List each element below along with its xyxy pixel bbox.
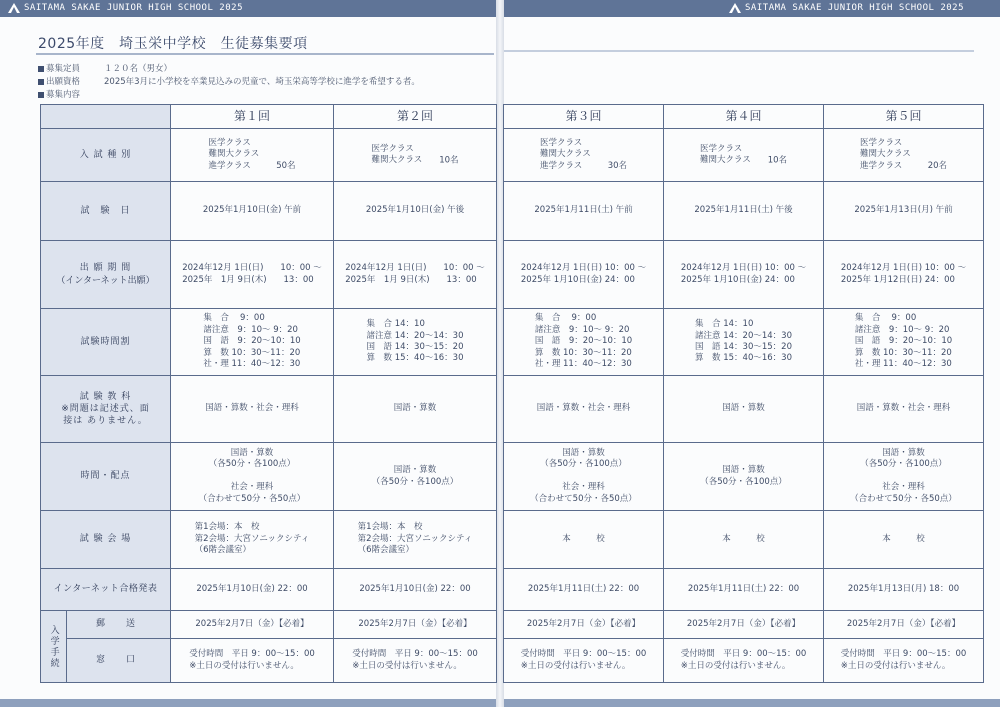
date-cell: 2025年1月10日(金) 午後 [334,182,497,241]
mail-cell: 2025年2月7日（金）【必着】 [824,611,984,639]
type-cell: 医学クラス 難関大クラス 進学クラス 20名 [824,129,984,182]
table-row [41,639,497,683]
schedule-cell: 集 合 9：00 諸注意 9：10～ 9：20 国 語 9：20～10：10 算 数 10：30～11：20 社・理 11：40～12：30 [504,309,664,376]
points-cell: 国語・算数 （各50分・各100点） 社会・理科 （合わせて50分・各50点） [824,443,984,511]
title-divider-right [504,50,974,52]
requirements-table-left [40,104,497,683]
round-header: 第３回 [504,105,664,129]
footer-bar-right [504,699,1000,707]
content-line: 募集内容 [38,88,104,100]
schedule-cell: 集 合 14：10 諸注意 14：20～14：30 国 語 14：30～15：20 算 数 15：40～16：30 [334,309,497,376]
type-cell: 医学クラス 難関大クラス 10名 [664,129,824,182]
table-row [41,241,497,309]
points-cell: 国語・算数 （各50分・各100点） 社会・理科 （合わせて50分・各50点） [171,443,334,511]
mail-cell: 2025年2月7日（金）【必着】 [334,611,497,639]
row-label-mail: 郵 送 [67,611,171,639]
bullet-square-icon [38,66,44,72]
window-cell: 受付時間 平日 9：00～15：00 ※土日の受付は行いません。 [171,639,334,683]
table-row [504,569,984,611]
row-label-schedule: 試験時間割 [41,309,171,376]
round-header: 第２回 [334,105,497,129]
bullet-square-icon [38,92,44,98]
corner-cell [41,105,171,129]
table-row [504,105,984,129]
capacity-line: 募集定員 １２０名（男女） [38,62,172,74]
row-label-result: インターネット合格発表 [41,569,171,611]
result-cell: 2025年1月11日(土) 22：00 [504,569,664,611]
venue-cell: 第1会場：本 校 第2会場：大宮ソニックシティ （6階会議室） [171,511,334,569]
window-cell: 受付時間 平日 9：00～15：00 ※土日の受付は行いません。 [664,639,824,683]
type-cell: 医学クラス 難関大クラス 10名 [334,129,497,182]
round-header: 第５回 [824,105,984,129]
table-row [41,511,497,569]
bullet-square-icon [38,79,44,85]
type-cell: 医学クラス 難関大クラス 進学クラス 30名 [504,129,664,182]
school-name-left: SAITAMA SAKAE JUNIOR HIGH SCHOOL 2025 [24,3,243,13]
row-label-procedure: 入学手続 [41,611,67,683]
table-row [41,309,497,376]
page-title: 2025年度 埼玉栄中学校 生徒募集要項 [38,36,308,52]
row-label-window: 窓 口 [67,639,171,683]
schedule-cell: 集 合 14：10 諸注意 14：20～14：30 国 語 14：30～15：20 算 数 15：40～16：30 [664,309,824,376]
table-row [504,639,984,683]
venue-cell: 第1会場：本 校 第2会場：大宮ソニックシティ （6階会議室） [334,511,497,569]
type-cell: 医学クラス 難関大クラス 進学クラス 50名 [171,129,334,182]
venue-cell: 本 校 [824,511,984,569]
table-row [41,611,497,639]
period-cell: 2024年12月 1日(日) 10：00 ～ 2025年 1月12日(日) 24：00 [824,241,984,309]
window-cell: 受付時間 平日 9：00～15：00 ※土日の受付は行いません。 [504,639,664,683]
period-cell: 2024年12月 1日(日) 10：00 ～ 2025年 1月10日(金) 24：00 [664,241,824,309]
date-cell: 2025年1月11日(土) 午後 [664,182,824,241]
footer-bar-left [0,699,496,707]
table-row [41,569,497,611]
table-row [504,511,984,569]
date-cell: 2025年1月13日(月) 午前 [824,182,984,241]
mail-cell: 2025年2月7日（金）【必着】 [504,611,664,639]
subjects-cell: 国語・算数・社会・理科 [171,376,334,443]
table-row [504,376,984,443]
venue-cell: 本 校 [504,511,664,569]
result-cell: 2025年1月11日(土) 22：00 [664,569,824,611]
row-label-points: 時間・配点 [41,443,171,511]
table-row [504,129,984,182]
date-cell: 2025年1月11日(土) 午前 [504,182,664,241]
subjects-cell: 国語・算数 [334,376,497,443]
header-bar-right [504,0,1000,17]
table-row [504,182,984,241]
mail-cell: 2025年2月7日（金）【必着】 [171,611,334,639]
round-header: 第４回 [664,105,824,129]
period-cell: 2024年12月 1日(日) 10：00 ～ 2025年 1月 9日(木) 13：00 [171,241,334,309]
table-row [41,443,497,511]
window-cell: 受付時間 平日 9：00～15：00 ※土日の受付は行いません。 [824,639,984,683]
schedule-cell: 集 合 9：00 諸注意 9：10～ 9：20 国 語 9：20～10：10 算 数 10：30～11：20 社・理 11：40～12：30 [824,309,984,376]
table-row [504,443,984,511]
table-row [504,611,984,639]
row-label-type: 入 試 種 別 [41,129,171,182]
mail-cell: 2025年2月7日（金）【必着】 [664,611,824,639]
school-logo-icon [729,3,741,13]
row-label-date: 試 験 日 [41,182,171,241]
requirements-table-right [503,104,984,683]
table-row [504,309,984,376]
eligibility-value: 2025年3月に小学校を卒業見込みの児童で、埼玉栄高等学校に進学を希望する者。 [104,77,420,87]
table-row [41,182,497,241]
table-row [41,376,497,443]
table-row [504,241,984,309]
capacity-value: １２０名（男女） [104,64,173,74]
window-cell: 受付時間 平日 9：00～15：00 ※土日の受付は行いません。 [334,639,497,683]
row-label-period: 出 願 期 間 （インターネット出願） [41,241,171,309]
result-cell: 2025年1月13日(月) 18：00 [824,569,984,611]
period-cell: 2024年12月 1日(日) 10：00 ～ 2025年 1月 9日(木) 13：00 [334,241,497,309]
date-cell: 2025年1月10日(金) 午前 [171,182,334,241]
title-divider [36,53,494,55]
result-cell: 2025年1月10日(金) 22：00 [171,569,334,611]
school-logo-icon [8,3,20,13]
table-row [41,129,497,182]
header-bar-left [0,0,496,17]
points-cell: 国語・算数 （各50分・各100点） 社会・理科 （合わせて50分・各50点） [504,443,664,511]
points-cell: 国語・算数 （各50分・各100点） [664,443,824,511]
eligibility-line: 出願資格 2025年3月に小学校を卒業見込みの児童で、埼玉栄高等学校に進学を希望する者。 [38,75,420,87]
row-label-subjects: 試 験 教 科 ※問題は記述式、面接は ありません。 [41,376,171,443]
school-name-right: SAITAMA SAKAE JUNIOR HIGH SCHOOL 2025 [745,3,964,13]
round-header: 第１回 [171,105,334,129]
row-label-venue: 試 験 会 場 [41,511,171,569]
period-cell: 2024年12月 1日(日) 10：00 ～ 2025年 1月10日(金) 24：00 [504,241,664,309]
subjects-cell: 国語・算数・社会・理科 [504,376,664,443]
result-cell: 2025年1月10日(金) 22：00 [334,569,497,611]
venue-cell: 本 校 [664,511,824,569]
table-row [41,105,497,129]
schedule-cell: 集 合 9：00 諸注意 9：10～ 9：20 国 語 9：20～10：10 算 数 10：30～11：20 社・理 11：40～12：30 [171,309,334,376]
subjects-cell: 国語・算数・社会・理科 [824,376,984,443]
points-cell: 国語・算数 （各50分・各100点） [334,443,497,511]
subjects-cell: 国語・算数 [664,376,824,443]
